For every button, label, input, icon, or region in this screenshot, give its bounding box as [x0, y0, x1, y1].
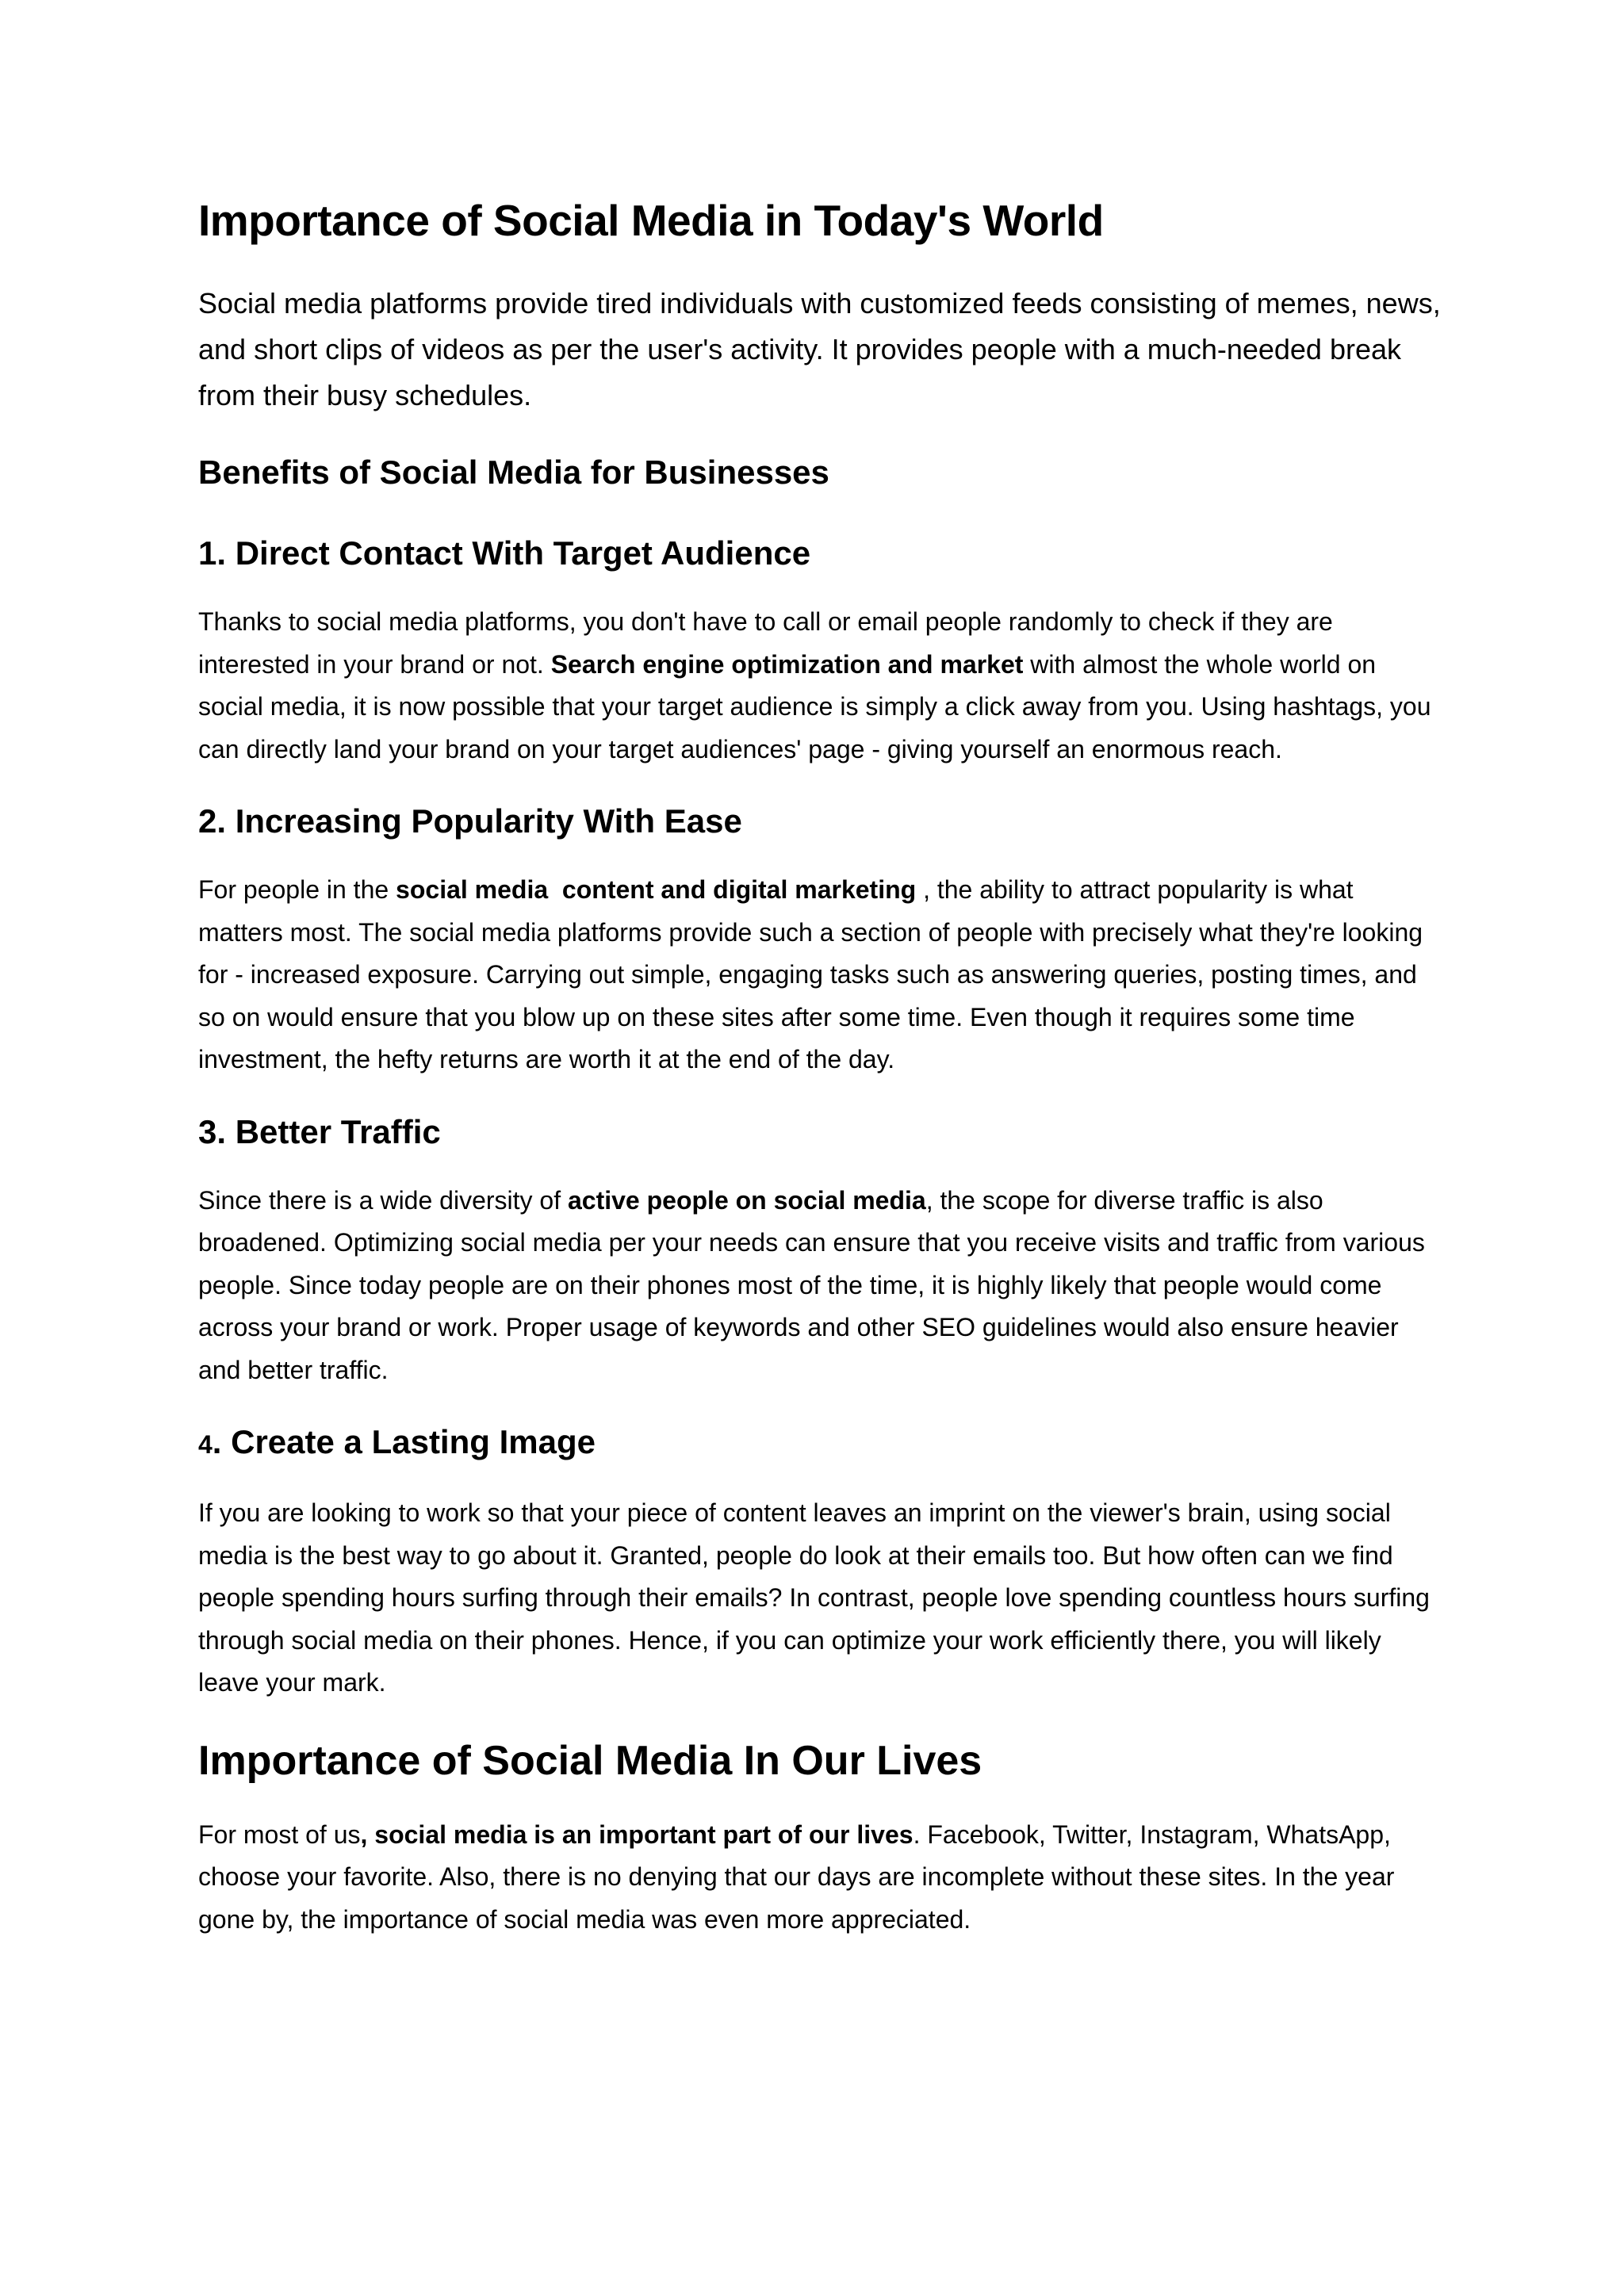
section-4-heading	[198, 1418, 1443, 1468]
section-2-heading	[198, 798, 1443, 845]
lives-bold: , social media is an important part of our lives	[360, 1820, 914, 1849]
section-1-heading	[198, 530, 1443, 577]
page-title: Importance of Social Media in Today's World	[198, 196, 1104, 245]
lives-heading: Importance of Social Media In Our Lives	[198, 1737, 982, 1784]
section-1-text-b: with almost the whole world on social media, it is now possible that your target audience is simply a click away from you. Using hashtags, you can directly land your brand on your target audiences' page - giving yourself an enormous reach.	[198, 649, 1431, 763]
section-2-text-b: , the ability to attract popularity is what matters most. The social media platforms provide such a section of people with precisely what they're looking for - increased exposure. Carrying out simple, engaging tasks such as answering queries, posting times, and so on would ensure that you blow up on these sites after some time. Even though it requires some time investment, the hefty returns are worth it at the end of the day.	[198, 875, 1423, 1073]
section-4-number: 4	[198, 1430, 213, 1459]
section-1-number: 1.	[198, 534, 227, 572]
intro-paragraph: Social media platforms provide tired individuals with customized feeds consisting of memes, news, and short clips of videos as per the user's activity. It provides people with a much-needed break from their busy schedules.	[198, 287, 1441, 411]
section-1-bold: Search engine optimization and market	[550, 649, 1024, 679]
section-4-text-a: If you are looking to work so that your piece of content leaves an imprint on the viewer's brain, using social media is the best way to go about it. Granted, people do look at their emails too. But how often can we find people spending hours surfing through their emails? In contrast, people love spending countless hours surfing through social media on their phones. Hence, if you can optimize your work efficiently there, you will likely leave your mark.	[198, 1498, 1430, 1697]
section-3-text-b: , the scope for diverse traffic is also broadened. Optimizing social media per your needs can ensure that you receive visits and traffic from various people. Since today people are on their phones most of the time, it is highly likely that people would come across your brand or work. Proper usage of keywords and other SEO guidelines would also ensure heavier and better traffic.	[198, 1185, 1425, 1384]
section-3-number: 3.	[198, 1112, 227, 1150]
section-2-bold: social media content and digital marketing	[396, 875, 917, 904]
benefits-heading: Benefits of Social Media for Businesses	[198, 453, 829, 491]
section-1-paragraph	[198, 601, 1443, 771]
section-2-number: 2.	[198, 802, 227, 840]
section-4-paragraph	[198, 1492, 1443, 1705]
section-2-title: Increasing Popularity With Ease	[226, 802, 742, 840]
section-1-text-a: Thanks to social media platforms, you don't have to call or email people randomly to check if they are interested in your brand or not.	[198, 607, 1333, 679]
section-3-bold: active people on social media	[567, 1185, 926, 1215]
lives-text-a: For most of us	[198, 1820, 361, 1849]
section-3-paragraph	[198, 1180, 1443, 1392]
section-3-title: Better Traffic	[226, 1112, 441, 1150]
section-2-paragraph	[198, 869, 1443, 1081]
section-3-heading	[198, 1108, 1443, 1156]
document-page	[198, 190, 1443, 1968]
section-2-text-a: For people in the	[198, 875, 396, 904]
section-3-text-a: Since there is a wide diversity of	[198, 1185, 568, 1215]
section-4-title: . Create a Lasting Image	[212, 1423, 596, 1460]
section-1-title: Direct Contact With Target Audience	[226, 534, 811, 572]
lives-paragraph	[198, 1814, 1443, 1942]
lives-text-b: . Facebook, Twitter, Instagram, WhatsApp, choose your favorite. Also, there is no denying that our days are incomplete without these sites. In the year gone by, the importance of social media was even more appreciated.	[198, 1820, 1395, 1934]
